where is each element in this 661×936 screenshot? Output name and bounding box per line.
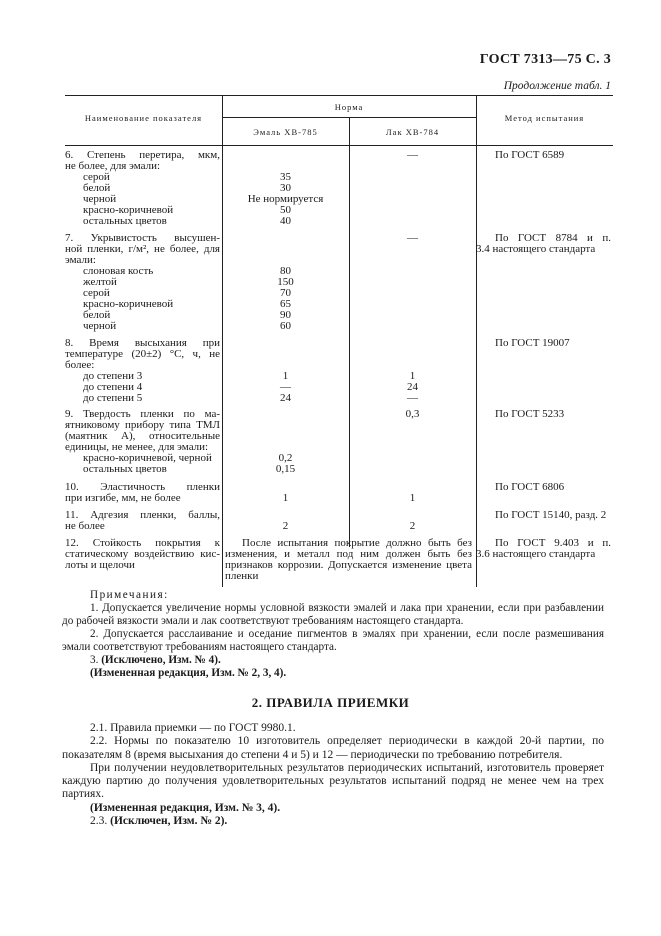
col-divider-1: [222, 95, 223, 587]
row9-name-line2: ятниковому прибору типа ТМЛ: [65, 419, 220, 431]
header-indicator-name: Наименование показателя: [84, 113, 203, 123]
row11-name-line1: 11. Адгезия пленки, баллы,: [65, 509, 220, 521]
row8-lacquer-value: —: [407, 392, 418, 404]
row10-name-line2: при изгибе, мм, не более: [65, 492, 181, 504]
row9-name-line3: (маятник А), относительные: [65, 430, 220, 442]
row6-enamel-value: 40: [280, 215, 291, 227]
notes-edited-marker: (Измененная редакция, Изм. № 2, 3, 4).: [90, 667, 287, 679]
row6-sub-item: красно-коричневой: [83, 204, 174, 216]
row9-method: По ГОСТ 5233: [495, 408, 565, 420]
row12-norm-line4: пленки: [225, 570, 259, 582]
row11-lacquer-value: 2: [409, 520, 416, 532]
row6-sub-item: серой: [83, 171, 110, 183]
row8-enamel-value: 1: [282, 370, 289, 382]
row6-method: По ГОСТ 6589: [495, 149, 565, 161]
row8-sub-item: до степени 4: [83, 381, 143, 393]
row6-sub-item: черной: [83, 193, 117, 205]
section-2-title: 2. ПРАВИЛА ПРИЕМКИ: [251, 695, 410, 710]
table-continuation-label: Продолжение табл. 1: [503, 80, 611, 92]
row7-sub-item: желтой: [83, 276, 117, 288]
row6-sub-item: белой: [83, 182, 111, 194]
header-test-method: Метод испытания: [504, 113, 585, 123]
row12-name-line2: статическому воздействию кис-: [65, 548, 220, 560]
header-lacquer: Лак ХВ-784: [385, 127, 440, 137]
row7-enamel-value: 60: [280, 320, 291, 332]
row7-name-line2: ной пленки, г/м², не более, для: [65, 243, 220, 255]
row7-enamel-value: 150: [277, 276, 294, 288]
row9-enamel-value: 0,2: [278, 452, 293, 464]
header-bottom-border: [65, 145, 613, 146]
row6-lacquer-value: —: [407, 149, 418, 161]
row12-norm-line3: признаков коррозии. Допускается изменение цвета: [225, 559, 472, 571]
note-3-bold: (Исключено, Изм. № 4).: [101, 654, 221, 666]
row8-name-line3: более:: [65, 359, 95, 371]
row11-name-line2: не более: [65, 520, 105, 532]
row9-enamel-value: 0,15: [275, 463, 296, 475]
table-notes: [62, 589, 604, 680]
row10-method: По ГОСТ 6806: [495, 481, 565, 493]
row6-enamel-value: Не нормируется: [247, 193, 324, 205]
header-norm: Норма: [334, 102, 364, 112]
clause-2-3: [62, 815, 604, 828]
row11-enamel-value: 2: [282, 520, 289, 532]
row7-sub-item: серой: [83, 287, 110, 299]
row9-name-line4: единицы, не менее, для эмали:: [65, 441, 209, 453]
table-top-border: [65, 95, 613, 96]
row8-lacquer-value: 1: [409, 370, 416, 382]
row6-name-line2: не более, для эмали:: [65, 160, 161, 172]
clause-2-2: 2.2. Нормы по показателю 10 изготовитель определяет периодически в каждой 20-й партии, по показателям 8 (время высыхания до степени 4 и 5) и 12 — периодически по требованию потребителя.: [62, 735, 604, 761]
section-2-body: [62, 722, 604, 828]
row6-enamel-value: 35: [280, 171, 291, 183]
row6-enamel-value: 50: [280, 204, 291, 216]
note-1: 1. Допускается увеличение нормы условной вязкости эмалей и лака при хранении, если при разбавлении до рабочей вязкости эмали и лак соответствуют требованиям настоящего стандарта.: [62, 602, 604, 627]
col-divider-2: [349, 117, 350, 547]
row7-enamel-value: 65: [280, 298, 291, 310]
row7-name-line1: 7. Укрывистость высушен-: [65, 232, 220, 244]
row8-lacquer-value: 24: [407, 381, 418, 393]
row7-sub-item: черной: [83, 320, 117, 332]
page-header-title: ГОСТ 7313—75 С. 3: [479, 52, 611, 67]
row12-norm-line1: После испытания покрытие должно быть без: [242, 537, 472, 549]
row10-name-line1: 10. Эластичность пленки: [65, 481, 220, 493]
row7-sub-item: слоновая кость: [83, 265, 154, 277]
header-enamel: Эмаль ХВ-785: [253, 127, 318, 137]
row8-enamel-value: —: [280, 381, 291, 393]
row9-lacquer-value: 0,3: [405, 408, 420, 420]
col-divider-3: [476, 95, 477, 587]
row9-sub-item: красно-коричневой, черной: [83, 452, 212, 464]
row8-sub-item: до степени 5: [83, 392, 143, 404]
row12-method-line2: 3.6 настоящего стандарта: [476, 548, 596, 560]
clause-2-2-continued: При получении неудовлетворительных результатов периодических испытаний, изготовитель проверяет каждую партию до получения удовлетворительных результатов испытаний подряд не менее чем на трех партиях.: [62, 761, 604, 801]
row7-name-line3: эмали:: [65, 254, 96, 266]
row7-lacquer-value: —: [407, 232, 418, 244]
clause-2-1: 2.1. Правила приемки — по ГОСТ 9980.1.: [90, 722, 296, 734]
row7-sub-item: красно-коричневой: [83, 298, 174, 310]
clause-2-3-bold: (Исключен, Изм. № 2).: [110, 815, 228, 828]
row8-method: По ГОСТ 19007: [495, 337, 570, 349]
notes-heading: Примечания:: [90, 589, 169, 601]
specification-table: [65, 95, 613, 587]
row8-name-line2: температуре (20±2) °С, ч, не: [65, 348, 220, 360]
row11-method: По ГОСТ 15140, разд. 2: [495, 509, 607, 521]
note-3: [62, 654, 604, 667]
row7-enamel-value: 70: [280, 287, 291, 299]
note-3-prefix: 3.: [90, 654, 102, 666]
row12-name-line3: лоты и щелочи: [65, 559, 135, 571]
row7-sub-item: белой: [83, 309, 111, 321]
row7-method-line2: 3.4 настоящего стандарта: [476, 243, 596, 255]
row8-enamel-value: 24: [280, 392, 291, 404]
row12-method-line1: По ГОСТ 9.403 и п.: [495, 537, 611, 549]
section-edited-marker: (Измененная редакция, Изм. № 3, 4).: [90, 801, 281, 814]
row12-norm-line2: изменения, и металл под ним должен быть без: [225, 548, 472, 560]
row7-enamel-value: 80: [280, 265, 291, 277]
row9-name-line1: 9. Твердость пленки по ма-: [65, 408, 220, 420]
row6-sub-item: остальных цветов: [83, 215, 167, 227]
row10-lacquer-value: 1: [409, 492, 416, 504]
row9-sub-item: остальных цветов: [83, 463, 167, 475]
note-2: 2. Допускается расслаивание и оседание пигментов в эмалях при хранении, если после размешивания эмали соответствуют требованиям настоящего стандарта.: [62, 628, 604, 653]
row10-enamel-value: 1: [282, 492, 289, 504]
row6-enamel-value: 30: [280, 182, 291, 194]
row12-name-line1: 12. Стойкость покрытия к: [65, 537, 220, 549]
row6-name-line1: 6. Степень перетира, мкм,: [65, 149, 220, 161]
row7-method-line1: По ГОСТ 8784 и п.: [495, 232, 611, 244]
clause-2-3-prefix: 2.3.: [90, 815, 111, 828]
row8-name-line1: 8. Время высыхания при: [65, 337, 220, 349]
row8-sub-item: до степени 3: [83, 370, 143, 382]
row7-enamel-value: 90: [280, 309, 291, 321]
